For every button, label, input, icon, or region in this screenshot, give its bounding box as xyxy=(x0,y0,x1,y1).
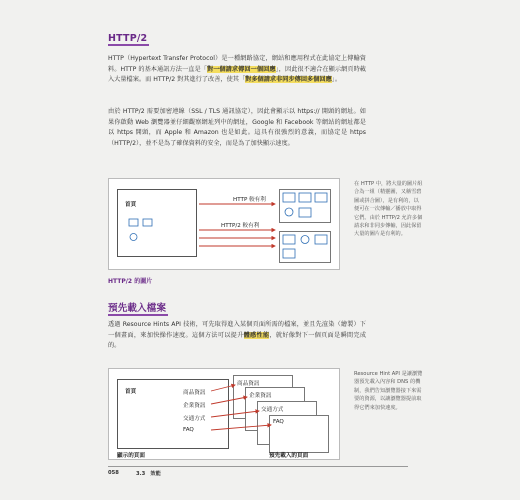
page-number: 058 xyxy=(108,470,119,476)
http2-advantage-label: HTTP/2 較有利 xyxy=(221,223,260,229)
stack-label: 企業資訊 xyxy=(249,393,272,399)
menu-item: 交通方式 xyxy=(183,416,206,422)
body-text: 」。 xyxy=(331,76,342,84)
body-text: 透過 Resource Hints API 技術，可先取得進入某個頁面所需的檔案，並且先渲染（繪製）下一個畫面，來加快操作速度。這個方法可以提升 xyxy=(108,321,366,339)
displayed-page-label: 顯示的頁面 xyxy=(117,453,145,459)
section-heading-http2: HTTP/2 xyxy=(108,33,148,44)
preload-figure xyxy=(108,368,340,460)
section-heading-preload: 預先載入檔案 xyxy=(108,303,167,314)
http-advantage-label: HTTP 較有利 xyxy=(233,197,266,203)
menu-item: 商品資訊 xyxy=(183,390,206,396)
http2-figure xyxy=(108,178,340,270)
menu-item: FAQ xyxy=(183,427,194,433)
highlighted-text: 對一個請求傳回一個回應 xyxy=(206,65,276,73)
highlighted-text: 對多個請求非同步傳回多個回應 xyxy=(245,76,332,84)
displayed-page-title: 首頁 xyxy=(125,389,137,395)
body-text: HTTP（Hypertext Transfer Protocol）是一種網路協定，網站和應用程式在此協定上傳輸資料。HTTP 的基本通訊方法一直是「 xyxy=(108,55,366,73)
home-page-title: 首頁 xyxy=(125,202,137,208)
paragraph-http xyxy=(108,54,366,86)
body-text: ，就好像對下一個頁面是瞬間完成的。 xyxy=(108,331,367,350)
figure-caption: HTTP/2 的圖片 xyxy=(108,278,153,285)
preload-arrows xyxy=(209,383,279,443)
stack-label: 交通方式 xyxy=(261,407,284,413)
side-note-resource-hint: Resource Hint API 是讓瀏覽器預先載入內容和 DNS 的機制，我們告知瀏覽器接下來需要的資源，以讓瀏覽器提前取得它們來加快速度。 xyxy=(354,371,423,411)
preloaded-page-label: 預先載入的頁面 xyxy=(269,453,309,459)
paragraph-http2-https: 由於 HTTP/2 需要加密連線（SSL / TLS 通訊協定），因此會顯示以 https:// 開頭的網址。如果你啟動 Web 瀏覽器並仔細觀察網址列中的網址，Google 和 Facebook 等網站的網址都是以 https 開頭，而 Apple 和 Amazon 也是如此。這具有很強烈的意義，而協定是 https（HTTP/2），並不是為了確保資料的安全，而是為了加快顯示速度。 xyxy=(108,108,366,147)
highlighted-text: 體感性能 xyxy=(243,331,270,339)
separate-icons xyxy=(283,235,329,261)
side-note-sprites: 在 HTTP 中，將大量的圖片組合為一組（精靈圖，又稱雪碧圖或拼合圖），是有利的，以便可在一次傳輸／播放中取得它們。由於 HTTP/2 允許多個請求和非同步傳輸，因此保留大量的圖片是有利的。 xyxy=(354,181,423,238)
menu-item: 企業資訊 xyxy=(183,403,206,409)
sprite-icons xyxy=(283,193,329,221)
paragraph-resource-hints xyxy=(108,320,366,352)
stack-label: FAQ xyxy=(273,419,284,425)
footer-section: 3.3 效能 xyxy=(136,471,161,477)
stack-label: 商品資訊 xyxy=(237,381,260,387)
body-text: 」，因此很不適合在顯示網頁時載入大量檔案。而 HTTP/2 對其進行了改善，使其「 xyxy=(108,65,366,84)
mini-icons xyxy=(129,219,159,249)
footer-rule xyxy=(108,466,408,467)
